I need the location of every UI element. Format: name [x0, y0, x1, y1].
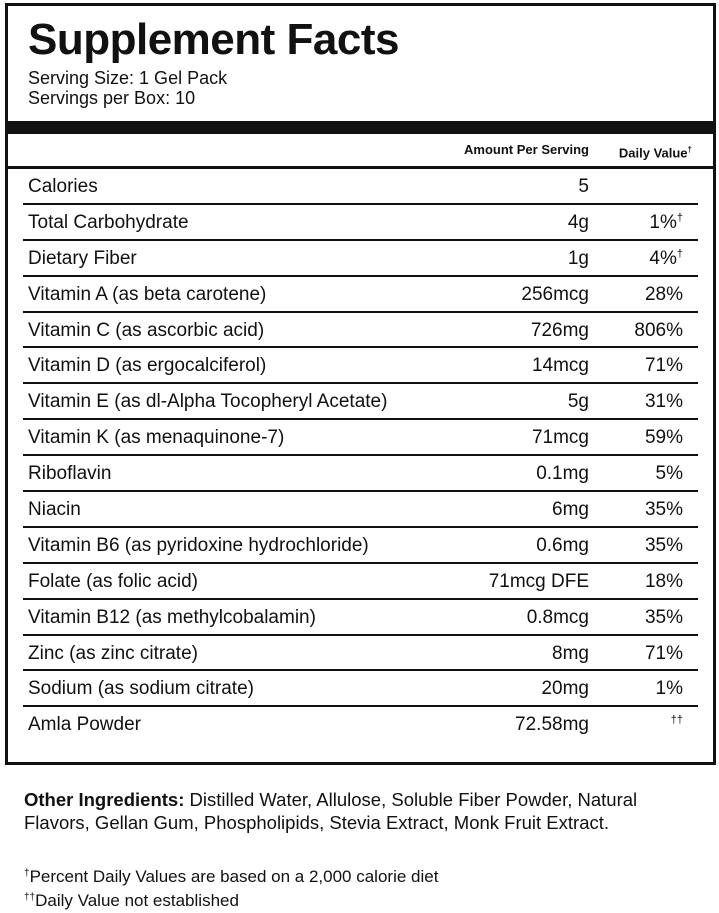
- nutrient-table: [8, 169, 713, 743]
- footnote-text: Daily Value not established: [35, 891, 239, 910]
- daily-value-text: 1%: [649, 211, 677, 233]
- daily-value-text: 71%: [644, 355, 683, 377]
- nutrient-name: Riboflavin: [28, 463, 112, 485]
- nutrient-name: Zinc (as zinc citrate): [28, 642, 198, 664]
- nutrient-daily-value: [649, 248, 683, 270]
- nutrient-row: [8, 564, 713, 600]
- nutrient-row: [8, 205, 713, 241]
- nutrient-amount: 6mg: [552, 499, 589, 521]
- nutrient-name: Vitamin C (as ascorbic acid): [28, 319, 265, 341]
- nutrient-name: Folate (as folic acid): [28, 570, 199, 592]
- nutrient-row: [8, 169, 713, 205]
- nutrient-amount: 71mcg DFE: [488, 570, 589, 592]
- supplement-facts-panel: [5, 3, 716, 765]
- nutrient-amount: 5: [578, 176, 589, 197]
- nutrient-amount: 0.1mg: [536, 463, 589, 485]
- nutrient-daily-value: [645, 535, 683, 557]
- nutrient-name: Sodium (as sodium citrate): [28, 678, 254, 700]
- daily-value-text: 28%: [644, 283, 683, 305]
- nutrient-row: [8, 348, 713, 384]
- thick-divider: [8, 121, 713, 134]
- daily-value-header-mark: †: [687, 145, 692, 154]
- nutrient-daily-value: [645, 571, 683, 593]
- daily-value-text: 71%: [644, 642, 683, 664]
- nutrient-row: [8, 384, 713, 420]
- nutrient-daily-value: [649, 212, 683, 234]
- nutrient-row: [8, 456, 713, 492]
- nutrient-name: Vitamin B12 (as methylcobalamin): [28, 606, 316, 628]
- nutrient-row: [8, 600, 713, 636]
- nutrient-daily-value: [656, 678, 683, 700]
- nutrient-name: Vitamin D (as ergocalciferol): [28, 355, 267, 377]
- nutrient-row: [8, 313, 713, 349]
- nutrient-row: [8, 420, 713, 456]
- nutrient-amount: 8mg: [552, 642, 589, 664]
- serving-size: Serving Size: 1 Gel Pack: [28, 68, 228, 88]
- nutrient-name: Calories: [28, 176, 98, 197]
- servings-per-box: Servings per Box: 10: [28, 88, 196, 108]
- nutrient-name: Dietary Fiber: [28, 247, 137, 269]
- nutrient-amount: 1g: [567, 247, 589, 269]
- daily-value-text: 18%: [644, 570, 683, 592]
- nutrient-name: Total Carbohydrate: [28, 211, 189, 233]
- footnote-mark: †: [24, 868, 30, 879]
- serving-info: [28, 68, 227, 108]
- other-ingredients-text: Distilled Water, Allulose, Soluble Fiber Powder, Natural Flavors, Gellan Gum, Phospholipids, Stevia Extract, Monk Fruit Extract.: [24, 789, 638, 833]
- footnote-text: Percent Daily Values are based on a 2,000 calorie diet: [29, 867, 439, 886]
- daily-value-text: 1%: [655, 678, 683, 700]
- nutrient-amount: 14mcg: [531, 355, 589, 377]
- daily-value-header: [619, 142, 692, 161]
- daily-value-text: 4%: [649, 247, 677, 269]
- nutrient-name: Niacin: [28, 499, 81, 521]
- daily-value-text: 59%: [644, 427, 683, 449]
- nutrient-daily-value: [645, 643, 683, 665]
- nutrient-row: [8, 277, 713, 313]
- daily-value-mark: †: [676, 247, 683, 260]
- nutrient-amount: 71mcg: [531, 427, 589, 449]
- nutrient-daily-value: [645, 284, 683, 306]
- daily-value-mark: †: [676, 211, 683, 224]
- nutrient-row: [8, 492, 713, 528]
- nutrient-daily-value: [671, 714, 683, 736]
- daily-value-text: 35%: [644, 534, 683, 556]
- nutrient-daily-value: [656, 463, 683, 485]
- nutrient-daily-value: [634, 320, 683, 342]
- nutrient-amount: 5g: [567, 391, 589, 413]
- daily-value-text: 31%: [644, 391, 683, 413]
- daily-value-header-text: Daily Value: [618, 145, 688, 161]
- footnote-mark: ††: [24, 892, 36, 903]
- other-ingredients-label: Other Ingredients:: [24, 789, 185, 810]
- nutrient-row: [8, 707, 713, 743]
- nutrient-daily-value: [645, 391, 683, 413]
- nutrient-amount: 726mg: [530, 319, 589, 341]
- nutrient-name: Vitamin B6 (as pyridoxine hydrochloride): [28, 534, 369, 556]
- daily-value-text: 35%: [644, 499, 683, 521]
- nutrient-name: Vitamin K (as menaquinone-7): [28, 427, 285, 449]
- daily-value-text: 35%: [644, 606, 683, 628]
- footnote-dv-not-established: [24, 888, 239, 911]
- nutrient-amount: 4g: [567, 211, 589, 233]
- footnote-percent-dv: [24, 864, 438, 887]
- daily-value-mark: ††: [670, 714, 683, 727]
- nutrient-amount: 72.58mg: [515, 714, 589, 736]
- nutrient-name: Vitamin A (as beta carotene): [28, 283, 267, 305]
- nutrient-name: Amla Powder: [28, 714, 141, 736]
- panel-title: Supplement Facts: [28, 15, 399, 64]
- other-ingredients: [24, 788, 704, 834]
- nutrient-daily-value: [645, 355, 683, 377]
- nutrient-name: Vitamin E (as dl-Alpha Tocopheryl Acetate): [28, 391, 388, 413]
- nutrient-amount: 20mg: [541, 678, 589, 700]
- nutrient-row: [8, 671, 713, 707]
- nutrient-row: [8, 528, 713, 564]
- nutrient-row: [8, 241, 713, 277]
- daily-value-text: 806%: [634, 319, 683, 341]
- amount-per-serving-header: Amount Per Serving: [464, 142, 589, 157]
- nutrient-daily-value: [645, 607, 683, 629]
- nutrient-row: [8, 636, 713, 672]
- nutrient-daily-value: [645, 427, 683, 449]
- nutrient-amount: 0.6mg: [536, 534, 589, 556]
- nutrient-daily-value: [645, 499, 683, 521]
- nutrient-amount: 0.8mcg: [526, 606, 589, 628]
- nutrient-amount: 256mcg: [521, 283, 589, 305]
- daily-value-text: 5%: [655, 463, 683, 485]
